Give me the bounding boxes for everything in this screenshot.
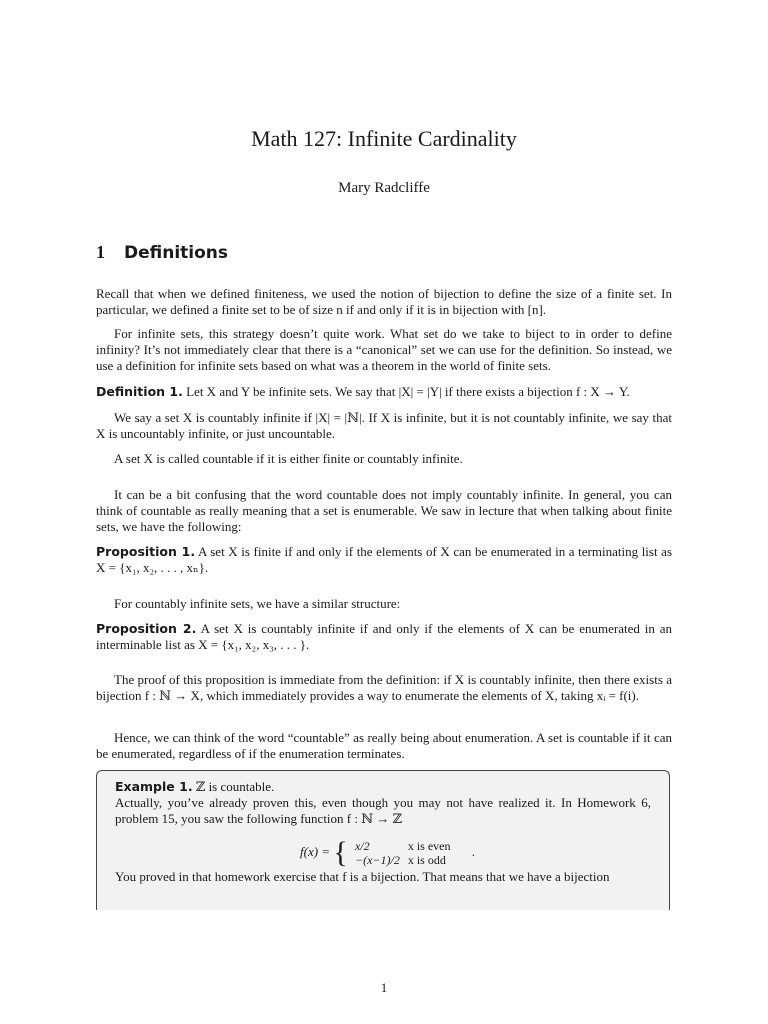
formula-period: . — [471, 843, 475, 859]
proposition-2 — [96, 621, 672, 653]
section-number: 1 — [96, 242, 105, 262]
paragraph-8: Hence, we can think of the word “countable” as really being about enumeration. A set is countable if it can be enumerated, regardless of if the enumeration terminates. — [96, 730, 672, 761]
definition-text: Let X and Y be infinite sets. We say that |X| = |Y| if there exists a bijection f : X → Y. — [186, 384, 630, 399]
case-1-value: x/2 — [354, 839, 370, 853]
paragraph-4: A set X is called countable if it is either finite or countably infinite. — [114, 451, 463, 466]
paragraph-6: For countably infinite sets, we have a similar structure: — [114, 596, 401, 611]
proposition-1-label: Proposition 1. — [96, 544, 196, 559]
paragraph-7: The proof of this proposition is immediate from the definition: if X is countably infinite, then there exists a bijection f : ℕ → X, which immediately provides a way to enumerate the elements of X, taking xᵢ = f(i). — [96, 672, 672, 703]
proposition-1-text: A set X is finite if and only if the elements of X can be enumerated in a terminating list as X = {x₁, x₂, . . . , xₙ}. — [96, 544, 673, 575]
example-heading — [115, 779, 651, 795]
formula-brace: { — [333, 836, 348, 869]
case-2-condition: x is odd — [407, 853, 446, 867]
definition-label: Definition 1. — [96, 384, 183, 399]
formula-case-row — [351, 853, 455, 867]
case-1-condition: x is even — [407, 839, 451, 853]
case-2-value: −(x−1)/2 — [354, 853, 400, 867]
page-number: 1 — [380, 980, 388, 995]
document-title: Math 127: Infinite Cardinality — [251, 126, 517, 151]
section-name: Definitions — [124, 243, 229, 263]
paragraph-5: It can be a bit confusing that the word countable does not imply countably infinite. In general, you can think of countable as really meaning that a set is enumerable. We saw in lecture that when talking about finite sets, we have the following: — [96, 487, 672, 534]
proposition-2-text: A set X is countably infinite if and only if the elements of X can be enumerated in an interminable list as X = {x₁, x₂, x₃, . . . }. — [96, 621, 673, 652]
paragraph-3: We say a set X is countably infinite if |X| = |ℕ|. If X is infinite, but it is not countably infinite, we say that X is uncountably infinite, or just uncountable. — [96, 410, 672, 441]
document-author: Mary Radcliffe — [338, 180, 430, 196]
example-line-2: You proved in that homework exercise that f is a bijection. That means that we have a bijection — [115, 869, 610, 884]
formula-cases — [351, 839, 455, 867]
proposition-2-label: Proposition 2. — [96, 621, 197, 636]
formula-case-row — [351, 839, 455, 853]
piecewise-formula — [300, 836, 475, 870]
proposition-1 — [96, 544, 672, 576]
paragraph-2: For infinite sets, this strategy doesn’t quite work. What set do we take to biject to in order to define infinity? It’s not immediately clear that there is a “canonical” set we can use for the definition. So instead, we use a definition for infinite sets based on what was a theorem in the world of finite sets. — [96, 326, 672, 373]
definition-1 — [96, 384, 672, 400]
paragraph-1: Recall that when we defined finiteness, we used the notion of bijection to define the size of a finite set. In particular, we defined a finite set to be of size n if and only if it is in bijection with [n]. — [96, 286, 672, 317]
section-heading — [96, 242, 228, 263]
example-line-1: Actually, you’ve already proven this, even though you may not have realized it. In Homework 6, problem 15, you saw the following function f : ℕ → ℤ — [115, 795, 651, 826]
formula-lhs: f(x) = — [300, 843, 331, 859]
example-statement: ℤ is countable. — [195, 779, 275, 794]
example-label: Example 1. — [115, 779, 193, 794]
